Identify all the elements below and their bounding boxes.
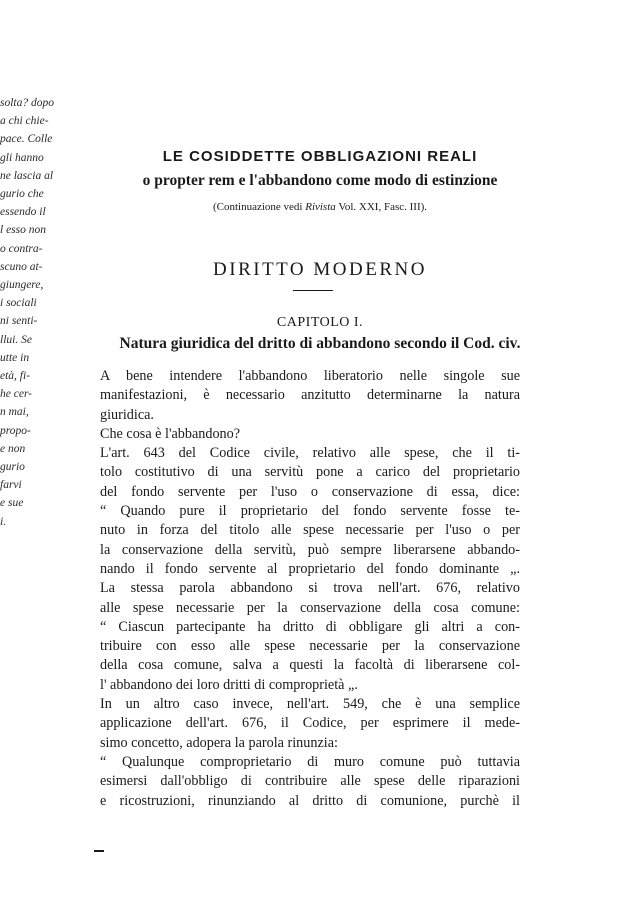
facing-page-margin (0, 94, 60, 531)
chapter-number: CAPITOLO I. (276, 315, 364, 330)
margin-line: i sociali (0, 297, 37, 310)
section-divider (293, 290, 333, 291)
chapter-title: Natura giuridica del dritto di abbandono secondo il Cod. civ. (119, 335, 521, 352)
body-line: In un altro caso invece, nell'art. 549, che è una semplice (100, 696, 520, 713)
section-title: DIRITTO MODERNO (213, 259, 427, 280)
article-title: LE COSIDDETTE OBBLIGAZIONI REALI (162, 148, 478, 165)
margin-line: llui. Se (0, 333, 32, 346)
article-subtitle: o propter rem e l'abbandono come modo di estinzione (142, 172, 498, 189)
margin-line: n mai, (0, 406, 29, 419)
margin-line: ne lascia al (0, 169, 54, 182)
body-line: l' abbandono dei loro dritti di comproprietà „. (100, 676, 358, 693)
body-line: manifestazioni, è necessario anzitutto determinarne la natura (100, 387, 520, 404)
margin-line: essendo il (0, 206, 46, 219)
margin-line: utte in (0, 351, 30, 364)
margin-line: i. (0, 515, 7, 528)
continuation-journal: Rivista (305, 201, 336, 213)
body-line: applicazione dell'art. 676, il Codice, per esprimere il mede- (100, 715, 520, 732)
body-line: “ Qualunque comproprietario di muro comune può tuttavia (100, 753, 520, 770)
body-line: del fondo servente per l'uso o conservazione di essa, dice: (100, 483, 520, 500)
body-line: simo concetto, adopera la parola rinunzia: (100, 734, 338, 751)
margin-line: a chi chie- (0, 115, 49, 128)
margin-line: giungere, (0, 279, 44, 292)
body-line: tribuire con esso alle spese necessarie per la conservazione (100, 638, 520, 655)
body-line: esimersi dall'obbligo di contribuire alle spese delle riparazioni (100, 773, 520, 790)
body-line: A bene intendere l'abbandono liberatorio nelle singole sue (100, 368, 520, 384)
margin-line: età, fi- (0, 370, 31, 383)
margin-line: e sue (0, 497, 24, 510)
margin-line: farvi (0, 479, 22, 492)
margin-line: ni senti- (0, 315, 38, 328)
margin-line: solta? dopo (0, 97, 54, 109)
body-line: La stessa parola abbandono si trova nell'art. 676, relativo (100, 580, 520, 597)
margin-line: gurio che (0, 188, 44, 201)
body-line: “ Ciascun partecipante ha dritto di obbligare gli altri a con- (100, 618, 520, 635)
body-line: nuto in forza del titolo alle spese necessarie per l'uso o per (100, 522, 520, 539)
continuation-suffix: Vol. XXI, Fasc. III). (335, 201, 428, 213)
margin-line: pace. Colle (0, 133, 53, 146)
margin-line: scuno at- (0, 260, 43, 273)
continuation-note (100, 201, 540, 213)
margin-line: o contra- (0, 242, 43, 255)
body-line: Che cosa è l'abbandono? (100, 425, 241, 442)
body-line: la conservazione della servitù, può sempre liberarsene abbando- (100, 541, 520, 558)
body-line: nando il fondo servente al proprietario del fondo dominante „. (100, 560, 520, 577)
margin-line: l esso non (0, 224, 46, 237)
continuation-prefix: (Continuazione vedi (212, 201, 306, 213)
body-line: L'art. 643 del Codice civile, relativo alle spese, che il ti- (100, 445, 520, 462)
body-line: e ricostruzioni, rinunziando al dritto di comunione, purchè il (100, 792, 520, 809)
body-line: giuridica. (100, 406, 154, 423)
body-line: della cosa comune, salva a questi la facoltà di liberarsene col- (100, 657, 520, 674)
margin-line: gurio (0, 461, 25, 474)
margin-line: e non (0, 442, 26, 455)
margin-line: gli hanno (0, 151, 44, 164)
body-line: tolo costitutivo di una servitù pone a carico del proprietario (100, 464, 520, 481)
print-mark (94, 850, 104, 852)
margin-line: he cer- (0, 388, 33, 401)
body-line: alle spese necessarie per la conservazione della cosa comune: (100, 599, 520, 616)
margin-line: propo- (0, 424, 31, 437)
body-line: “ Quando pure il proprietario del fondo servente fosse te- (100, 503, 520, 520)
body-text (100, 367, 520, 811)
